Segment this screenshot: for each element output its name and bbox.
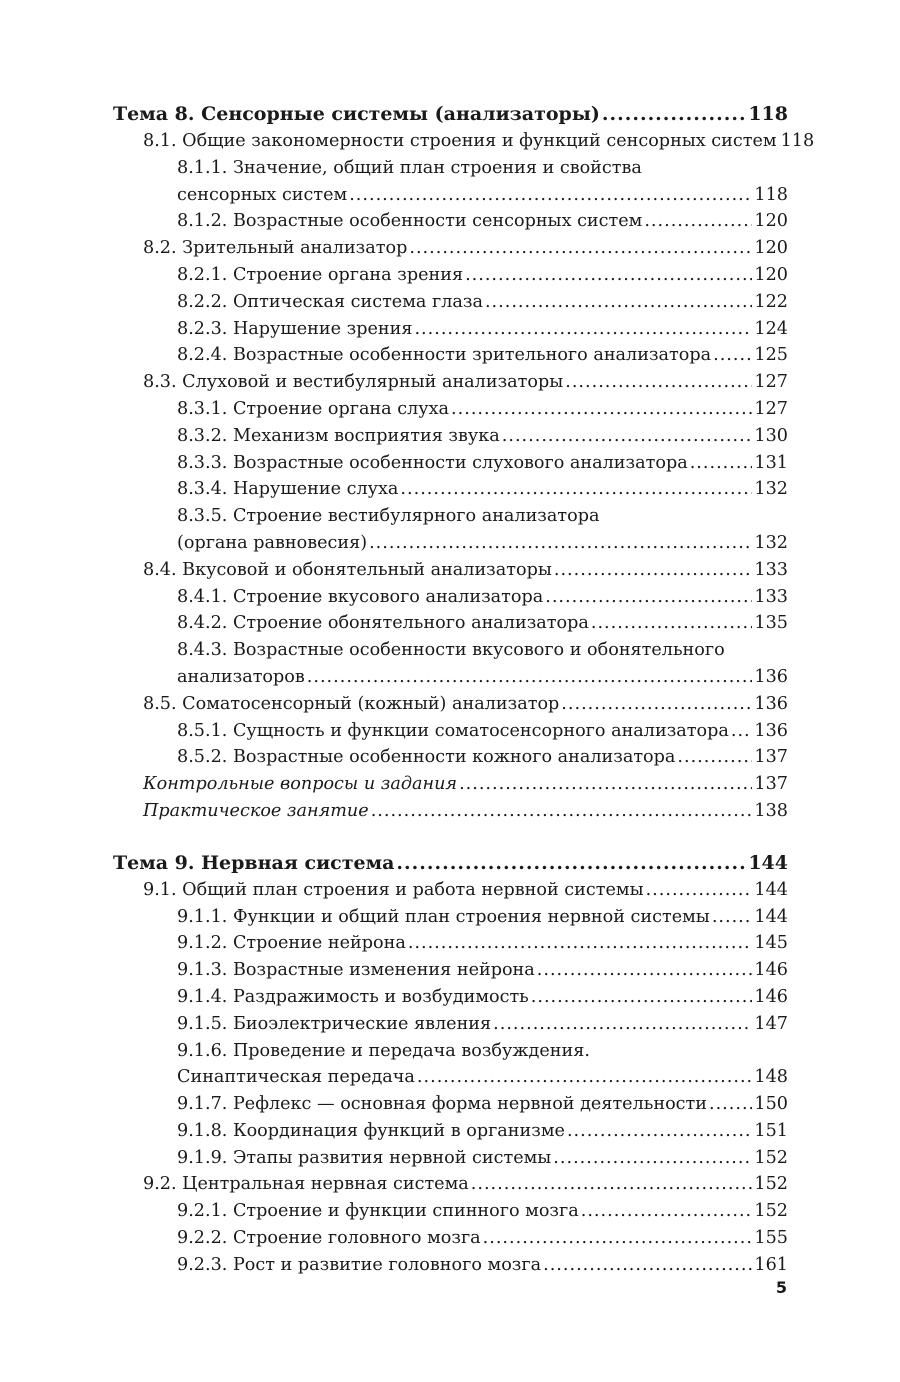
toc-entry-9-1-4[interactable] xyxy=(113,984,788,1011)
toc-entry-page: 138 xyxy=(754,800,788,821)
dot-leader xyxy=(713,342,752,369)
toc-entry-title: 9.1. Общий план строения и работа нервной системы xyxy=(143,879,644,900)
toc-topic-9[interactable] xyxy=(113,849,788,877)
toc-entry-title: 9.1.5. Биоэлектрические явления xyxy=(177,1013,492,1034)
toc-entry-8-3-5-line1: 8.3.5. Строение вестибулярного анализатора xyxy=(177,506,600,527)
toc-entry-9-1-6-line1: 9.1.6. Проведение и передача возбуждения. xyxy=(177,1040,590,1061)
toc-entry-title: 8.4.2. Строение обонятельного анализатора xyxy=(177,613,589,634)
dot-leader xyxy=(400,476,752,503)
toc-entry-page: 133 xyxy=(754,559,788,580)
toc-entry-9-1-3[interactable] xyxy=(113,957,788,984)
toc-entry-title: 9.1.2. Строение нейрона xyxy=(177,933,406,954)
toc-entry-8-1[interactable] xyxy=(113,128,815,155)
dot-leader xyxy=(471,1171,753,1198)
toc-entry-page: 130 xyxy=(754,425,788,446)
toc-entry-title: 8.3. Слуховой и вестибулярный анализаторы xyxy=(143,372,564,393)
toc-entry-8-5[interactable] xyxy=(113,691,788,718)
toc-entry-title: 8.4. Вкусовой и обонятельный анализаторы xyxy=(143,559,552,580)
dot-leader xyxy=(417,1064,752,1091)
page-number: 5 xyxy=(775,1278,787,1297)
toc-entry-title: Практическое занятие xyxy=(143,800,369,821)
dot-leader xyxy=(493,1011,752,1038)
dot-leader xyxy=(602,100,746,128)
toc-entry-title: Тема 9. Нервная система xyxy=(113,851,395,874)
toc-entry-title: 8.3.1. Строение органа слуха xyxy=(177,398,450,419)
toc-entry-page: 122 xyxy=(754,291,788,312)
toc-entry-page: 132 xyxy=(754,532,788,553)
toc-entry-9-1-6[interactable] xyxy=(113,1064,788,1091)
toc-entry-8-4[interactable] xyxy=(113,557,788,584)
toc-entry-8-3-3[interactable] xyxy=(113,450,788,477)
table-of-contents xyxy=(113,100,815,1279)
dot-leader xyxy=(451,396,752,423)
toc-entry-title: 8.5. Соматосенсорный (кожный) анализатор xyxy=(143,693,560,714)
dot-leader xyxy=(537,957,753,984)
toc-entry-page: 118 xyxy=(754,184,788,205)
toc-entry-title: 9.2.1. Строение и функции спинного мозга xyxy=(177,1201,579,1222)
toc-entry-title: 9.2. Центральная нервная система xyxy=(143,1174,469,1195)
toc-entry-8-3-2[interactable] xyxy=(113,423,788,450)
toc-entry-page: 145 xyxy=(754,933,788,954)
toc-entry-page: 144 xyxy=(748,851,788,874)
toc-entry-title: 9.1.4. Раздражимость и возбудимость xyxy=(177,986,529,1007)
toc-entry-title: 8.2.3. Нарушение зрения xyxy=(177,318,413,339)
dot-leader xyxy=(554,557,753,584)
toc-entry-page: 125 xyxy=(754,345,788,366)
toc-entry-questions-8[interactable] xyxy=(113,771,788,798)
toc-entry-page: 127 xyxy=(754,372,788,393)
dot-leader xyxy=(369,530,752,557)
toc-entry-title: 9.1.8. Координация функций в организме xyxy=(177,1120,565,1141)
toc-entry-page: 136 xyxy=(754,693,788,714)
toc-entry-8-2-3[interactable] xyxy=(113,316,788,343)
dot-leader xyxy=(731,718,753,745)
toc-entry-title: Тема 8. Сенсорные системы (анализаторы) xyxy=(113,103,600,125)
dot-leader xyxy=(581,1198,753,1225)
dot-leader xyxy=(561,691,752,718)
toc-entry-title: 8.4.1. Строение вкусового анализатора xyxy=(177,586,544,607)
dot-leader xyxy=(408,930,753,957)
toc-entry-page: 152 xyxy=(754,1147,788,1168)
toc-topic-8[interactable] xyxy=(113,100,788,128)
toc-entry-page: 148 xyxy=(754,1067,788,1088)
toc-entry-8-4-2[interactable] xyxy=(113,610,788,637)
toc-entry-page: 118 xyxy=(748,103,788,125)
toc-entry-title: 9.1.1. Функции и общий план строения нервной системы xyxy=(177,906,710,927)
toc-entry-title: 8.5.1. Сущность и функции соматосенсорного анализатора xyxy=(177,720,729,741)
toc-entry-8-1-1-line1: 8.1.1. Значение, общий план строения и свойства xyxy=(177,157,642,178)
dot-leader xyxy=(709,1091,752,1118)
toc-entry-9-1-7[interactable] xyxy=(113,1091,788,1118)
toc-entry-9-1-5[interactable] xyxy=(113,1011,788,1038)
toc-entry-8-2-1[interactable] xyxy=(113,262,788,289)
toc-entry-page: 150 xyxy=(754,1094,788,1115)
dot-leader xyxy=(371,798,753,825)
toc-entry-9-2[interactable] xyxy=(113,1171,788,1198)
dot-leader xyxy=(502,423,753,450)
dot-leader xyxy=(465,262,752,289)
toc-entry-page: 136 xyxy=(754,720,788,741)
toc-entry-8-4-3[interactable] xyxy=(113,664,788,691)
toc-entry-page: 151 xyxy=(754,1120,788,1141)
toc-entry-page: 144 xyxy=(754,879,788,900)
toc-entry-8-4-3-line1: 8.4.3. Возрастные особенности вкусового и обонятельного xyxy=(177,640,725,661)
toc-entry-page: 146 xyxy=(754,986,788,1007)
toc-entry-title: 9.2.2. Строение головного мозга xyxy=(177,1228,481,1249)
dot-leader xyxy=(677,744,752,771)
toc-entry-page: 120 xyxy=(754,211,788,232)
toc-entry-title: Синаптическая передача xyxy=(177,1067,415,1088)
toc-entry-title: 8.3.3. Возрастные особенности слухового анализатора xyxy=(177,452,688,473)
toc-entry-8-1-1[interactable] xyxy=(113,182,788,209)
dot-leader xyxy=(307,664,753,691)
toc-entry-page: 146 xyxy=(754,960,788,981)
toc-entry-practice-8[interactable] xyxy=(113,798,788,825)
dot-leader xyxy=(485,289,752,316)
toc-entry-9-2-1[interactable] xyxy=(113,1198,788,1225)
toc-entry-8-2[interactable] xyxy=(113,235,788,262)
toc-entry-page: 144 xyxy=(754,906,788,927)
dot-leader xyxy=(483,1225,753,1252)
dot-leader xyxy=(414,316,752,343)
toc-entry-9-1-1[interactable] xyxy=(113,904,788,931)
dot-leader xyxy=(646,877,753,904)
toc-entry-9-2-2[interactable] xyxy=(113,1225,788,1252)
toc-entry-8-2-4[interactable] xyxy=(113,342,788,369)
toc-entry-page: 155 xyxy=(754,1228,788,1249)
toc-entry-page: 161 xyxy=(754,1254,788,1275)
dot-leader xyxy=(553,1145,752,1172)
section-gap xyxy=(113,825,788,849)
toc-entry-page: 132 xyxy=(754,479,788,500)
dot-leader xyxy=(531,984,753,1011)
dot-leader xyxy=(545,584,752,611)
dot-leader xyxy=(690,450,753,477)
toc-entry-page: 118 xyxy=(780,131,815,151)
toc-entry-8-4-1[interactable] xyxy=(113,584,788,611)
toc-entry-8-3-1[interactable] xyxy=(113,396,788,423)
dot-leader xyxy=(543,1252,752,1279)
toc-entry-title: 8.2.1. Строение органа зрения xyxy=(177,264,464,285)
toc-entry-title: 9.1.3. Возрастные изменения нейрона xyxy=(177,960,535,981)
dot-leader xyxy=(349,182,752,209)
dot-leader xyxy=(712,904,753,931)
toc-entry-title: 9.1.9. Этапы развития нервной системы xyxy=(177,1147,552,1168)
toc-entry-9-1-2[interactable] xyxy=(113,930,788,957)
toc-entry-page: 152 xyxy=(754,1201,788,1222)
toc-entry-page: 133 xyxy=(754,586,788,607)
toc-entry-page: 152 xyxy=(754,1174,788,1195)
toc-entry-title: сенсорных систем xyxy=(177,184,348,205)
toc-entry-page: 127 xyxy=(754,398,788,419)
toc-entry-page: 124 xyxy=(754,318,788,339)
toc-entry-title: 8.5.2. Возрастные особенности кожного анализатора xyxy=(177,747,676,768)
toc-entry-8-5-1[interactable] xyxy=(113,718,788,745)
toc-entry-page: 136 xyxy=(754,666,788,687)
toc-entry-title: 8.3.4. Нарушение слуха xyxy=(177,479,399,500)
toc-entry-page: 120 xyxy=(754,238,788,259)
toc-entry-title: 8.2.4. Возрастные особенности зрительного анализатора xyxy=(177,345,712,366)
toc-entry-title: 8.1. Общие закономерности строения и функций сенсорных систем xyxy=(143,131,777,151)
dot-leader xyxy=(459,771,752,798)
dot-leader xyxy=(409,235,752,262)
toc-entry-9-1[interactable] xyxy=(113,877,788,904)
toc-entry-9-2-3[interactable] xyxy=(113,1252,788,1279)
toc-entry-title: (органа равновесия) xyxy=(177,532,368,553)
toc-entry-title: Контрольные вопросы и задания xyxy=(143,774,458,795)
toc-entry-8-3-4[interactable] xyxy=(113,476,788,503)
toc-entry-8-5-2[interactable] xyxy=(113,744,788,771)
toc-entry-title: 8.1.2. Возрастные особенности сенсорных систем xyxy=(177,211,643,232)
toc-entry-page: 131 xyxy=(754,452,788,473)
toc-entry-title: 8.2. Зрительный анализатор xyxy=(143,238,408,259)
toc-entry-title: 8.3.2. Механизм восприятия звука xyxy=(177,425,500,446)
toc-entry-page: 147 xyxy=(754,1013,788,1034)
toc-entry-page: 137 xyxy=(754,747,788,768)
toc-entry-title: 8.2.2. Оптическая система глаза xyxy=(177,291,483,312)
toc-entry-8-3-5[interactable] xyxy=(113,530,788,557)
toc-entry-9-1-9[interactable] xyxy=(113,1145,788,1172)
toc-entry-page: 135 xyxy=(754,613,788,634)
toc-entry-title: 9.2.3. Рост и развитие головного мозга xyxy=(177,1254,542,1275)
dot-leader xyxy=(396,849,746,877)
toc-entry-9-1-8[interactable] xyxy=(113,1118,788,1145)
dot-leader xyxy=(644,208,752,235)
toc-entry-title: анализаторов xyxy=(177,666,305,687)
dot-leader xyxy=(565,369,752,396)
dot-leader xyxy=(591,610,753,637)
toc-entry-page: 120 xyxy=(754,264,788,285)
toc-entry-8-2-2[interactable] xyxy=(113,289,788,316)
toc-entry-page: 137 xyxy=(754,774,788,795)
toc-entry-8-3[interactable] xyxy=(113,369,788,396)
dot-leader xyxy=(567,1118,752,1145)
toc-entry-8-1-2[interactable] xyxy=(113,208,788,235)
toc-entry-title: 9.1.7. Рефлекс — основная форма нервной деятельности xyxy=(177,1094,707,1115)
